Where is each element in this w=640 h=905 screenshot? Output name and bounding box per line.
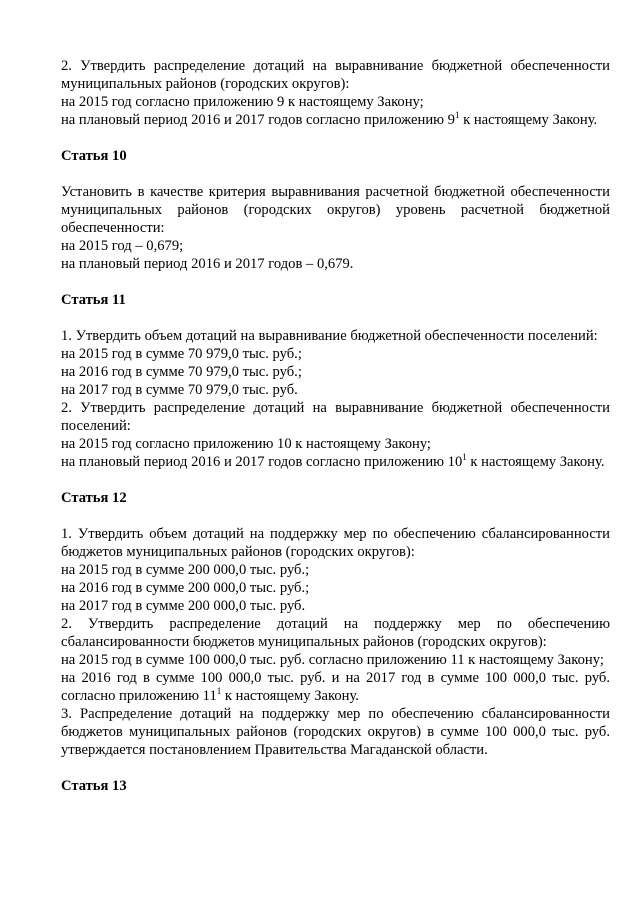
text-fragment: к настоящему Закону. [459,112,598,128]
article-heading: Статья 11 [61,292,126,308]
spacer [61,129,610,147]
paragraph [61,453,610,471]
paragraph: на 2017 год в сумме 200 000,0 тыс. руб. [61,598,306,614]
paragraph: на 2017 год в сумме 70 979,0 тыс. руб. [61,382,298,398]
paragraph: Установить в качестве критерия выравнивания расчетной бюджетной обеспеченности муниципальных районов (городских округов) уровень расчетной бюджетной обеспеченности: [61,184,610,236]
spacer [61,507,610,525]
paragraph: на 2015 год – 0,679; [61,238,184,254]
paragraph: на 2015 год согласно приложению 9 к настоящему Закону; [61,94,424,110]
paragraph: на 2015 год в сумме 200 000,0 тыс. руб.; [61,562,310,578]
article-heading: Статья 10 [61,148,127,164]
paragraph: на плановый период 2016 и 2017 годов – 0,679. [61,256,354,272]
spacer [61,309,610,327]
paragraph: 2. Утвердить распределение дотаций на поддержку мер по обеспечению сбалансированности бюджетов муниципальных районов (городских округов): [61,616,610,650]
superscript: 1 [454,110,460,121]
superscript: 1 [462,452,467,463]
spacer [61,273,610,291]
paragraph [61,111,610,129]
spacer [61,759,610,777]
article-heading: Статья 12 [61,490,127,506]
text-fragment: на плановый период 2016 и 2017 годов согласно приложению 9 [61,112,455,128]
superscript: 1 [216,686,222,697]
text-fragment: на 2016 год в сумме 100 000,0 тыс. руб. и на 2017 год в сумме 100 000,0 тыс. руб. согласно приложению 11 [61,670,610,704]
paragraph: на 2015 год в сумме 100 000,0 тыс. руб. согласно приложению 11 к настоящему Закону; [61,652,604,668]
text-fragment: к настоящему Закону. [221,688,359,704]
spacer [61,165,610,183]
paragraph: на 2015 год в сумме 70 979,0 тыс. руб.; [61,346,302,362]
paragraph: на 2016 год в сумме 200 000,0 тыс. руб.; [61,580,310,596]
paragraph: 2. Утвердить распределение дотаций на выравнивание бюджетной обеспеченности поселений: [61,400,610,434]
article-heading: Статья 13 [61,778,127,794]
text-fragment: на плановый период 2016 и 2017 годов согласно приложению 10 [61,454,463,470]
text-fragment: к настоящему Закону. [466,454,605,470]
spacer [61,471,610,489]
paragraph: 1. Утвердить объем дотаций на выравнивание бюджетной обеспеченности поселений: [61,328,598,344]
paragraph: на 2015 год согласно приложению 10 к настоящему Закону; [61,436,431,452]
paragraph: на 2016 год в сумме 70 979,0 тыс. руб.; [61,364,302,380]
document-page [61,57,610,795]
paragraph [61,669,610,705]
paragraph: 2. Утвердить распределение дотаций на выравнивание бюджетной обеспеченности муниципальных районов (городских округов): [61,58,610,92]
paragraph: 3. Распределение дотаций на поддержку мер по обеспечению сбалансированности бюджетов муниципальных районов (городских округов) в сумме 100 000,0 тыс. руб. утверждается постановлением Правительства Магаданской области. [61,706,610,758]
paragraph: 1. Утвердить объем дотаций на поддержку мер по обеспечению сбалансированности бюджетов муниципальных районов (городских округов): [61,526,610,560]
